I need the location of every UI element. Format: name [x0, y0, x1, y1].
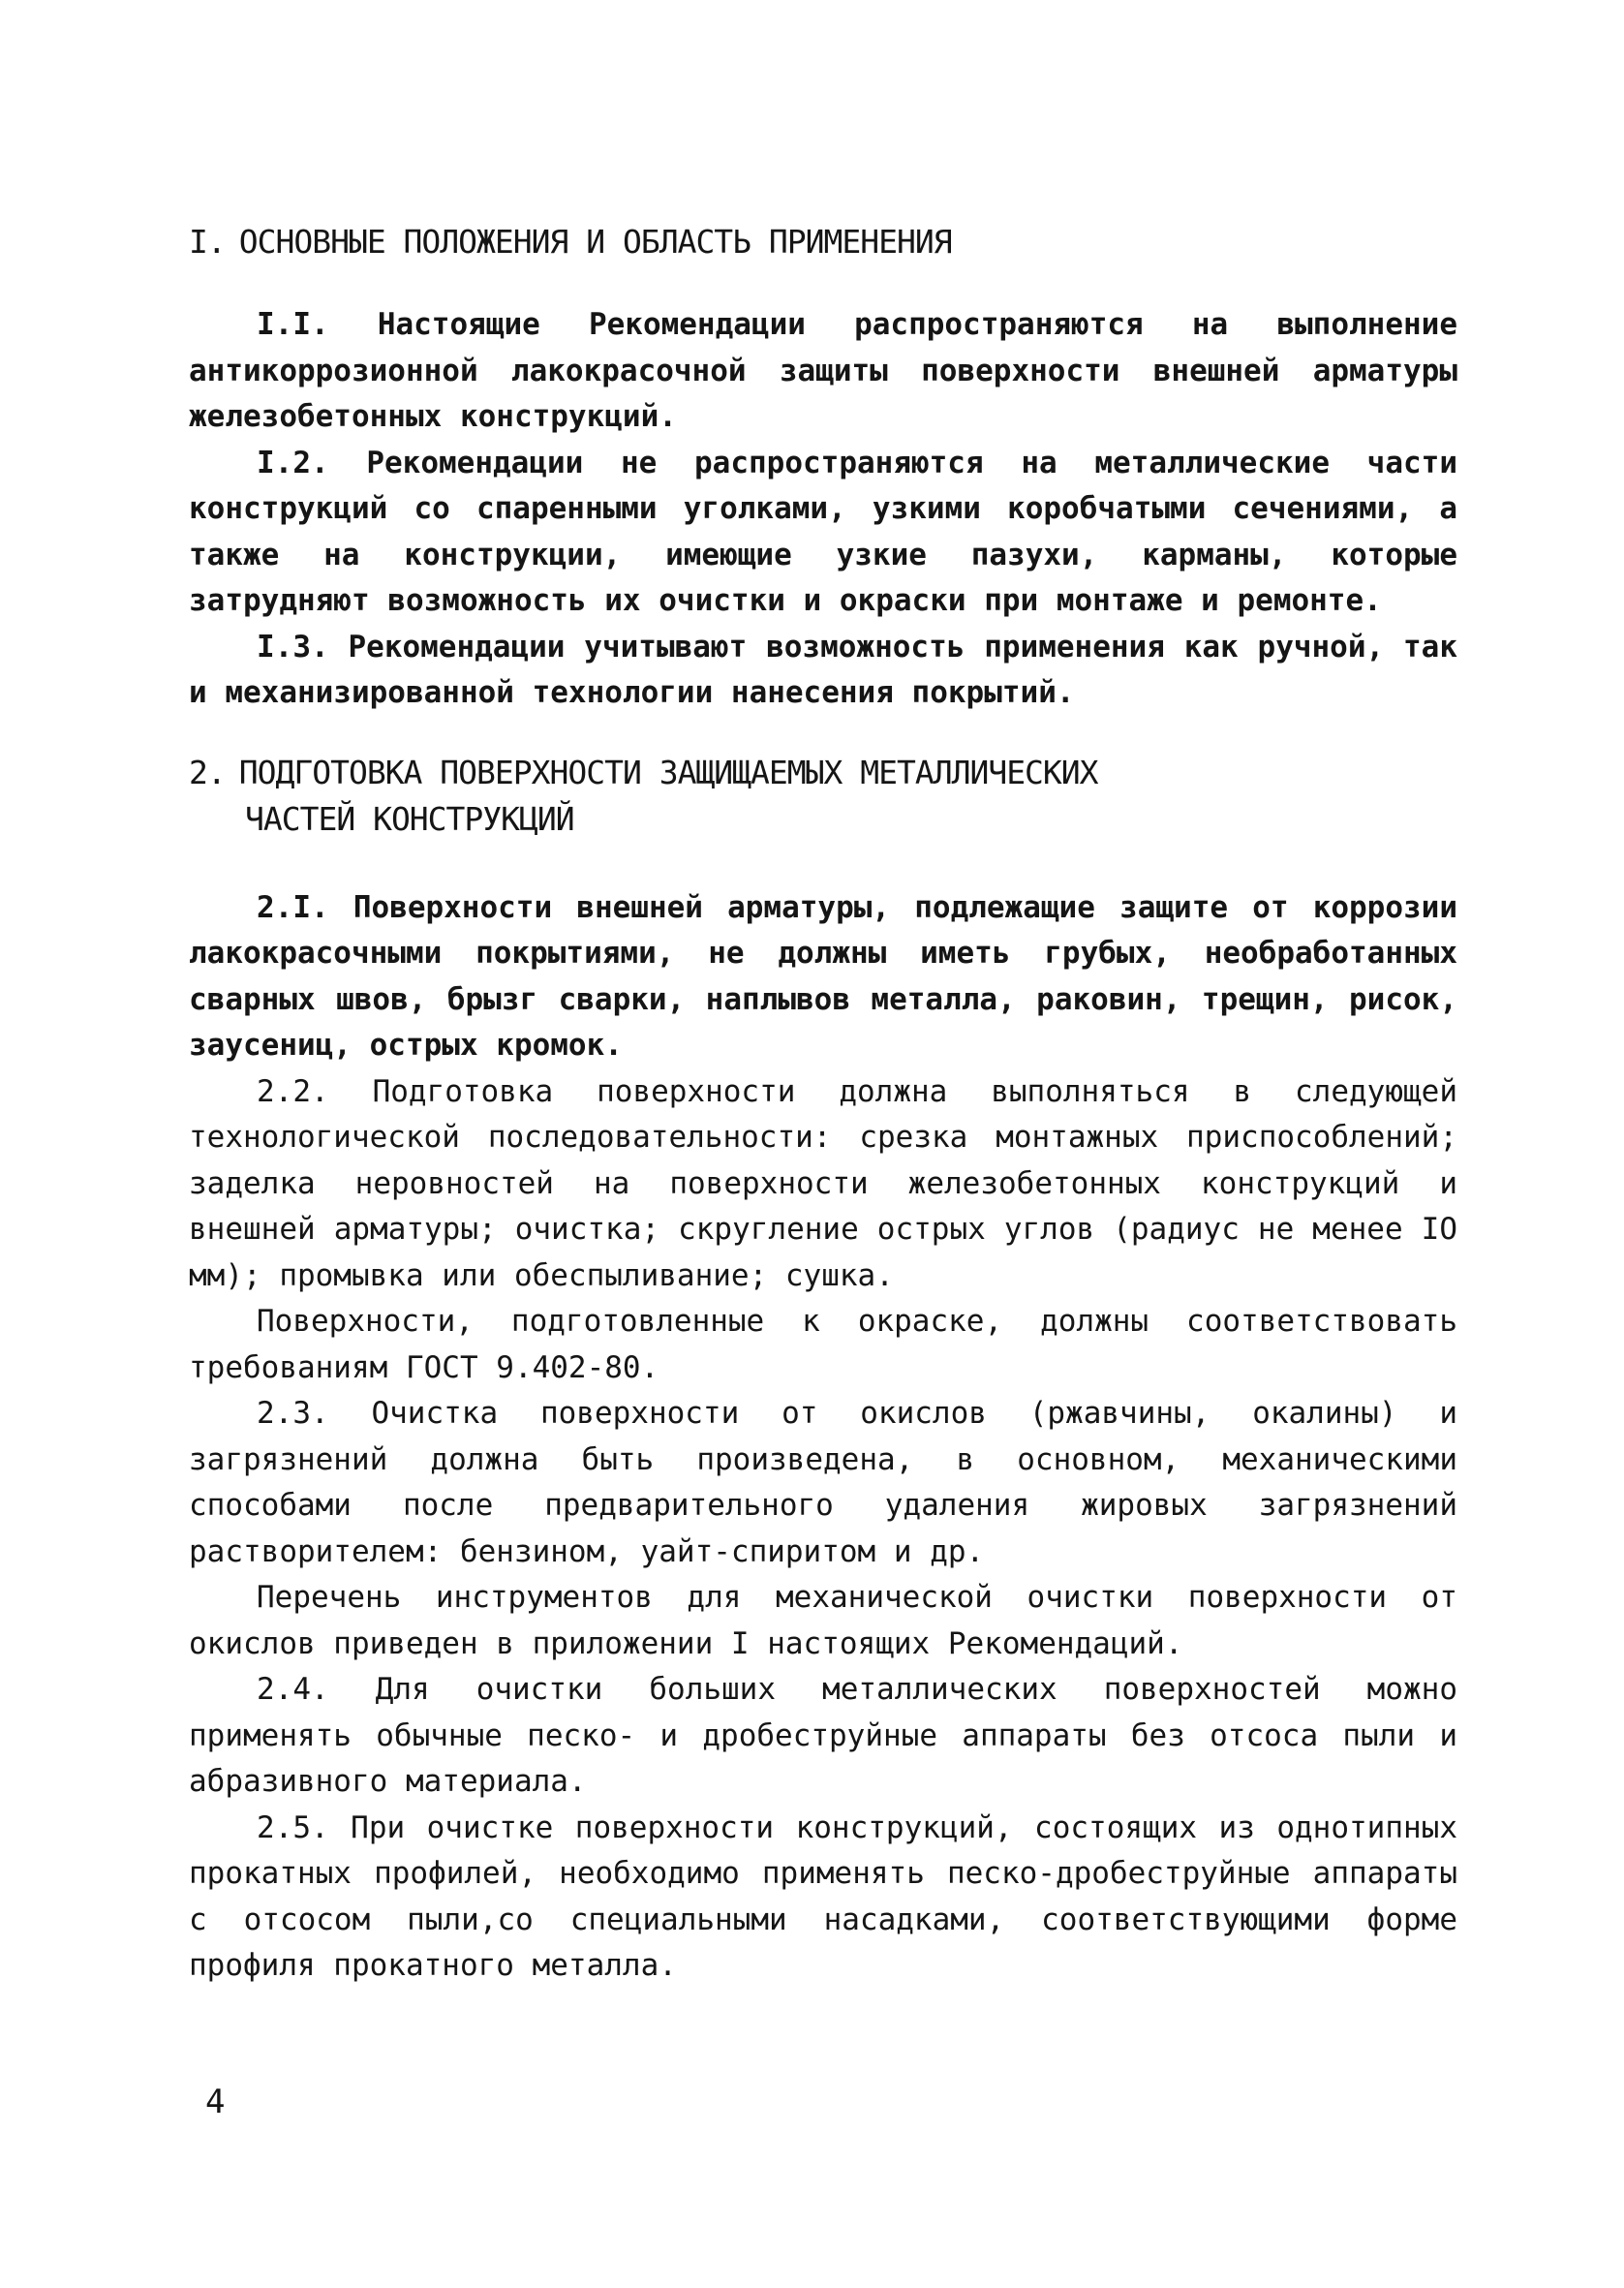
paragraph-2-1: 2.I. Поверхности внешней арматуры, подлежащие защите от коррозии лакокрасочными покрытиями, не должны иметь грубых, необработанных сварных швов, брызг сварки, наплывов металла, раковин, трещин, рисок, заусениц, острых кромок. [189, 889, 1457, 1063]
section-1-number: I. [189, 223, 226, 261]
page-content [189, 219, 1457, 1990]
paragraph-1-3: I.3. Рекомендации учитывают возможность применения как ручной, так и механизированной технологии нанесения покрытий. [189, 629, 1457, 710]
paragraph-2-3: 2.3. Очистка поверхности от окислов (ржавчины, окалины) и загрязнений должна быть произведена, в основном, механическими способами после предварительного удаления жировых загрязнений растворителем: бензином, уайт-спиритом и др. [189, 1396, 1457, 1569]
section-2-title-line-2: ЧАСТЕЙ КОНСТРУКЦИЙ [245, 799, 574, 838]
paragraph-1-2: I.2. Рекомендации не распространяются на металлические части конструкций со спаренными уголками, узкими коробчатыми сечениями, а также на конструкции, имеющие узкие пазухи, карманы, которые затрудняют возможность их очистки и окраски при монтаже и ремонте. [189, 445, 1457, 618]
paragraph-2-5: 2.5. При очистке поверхности конструкций, состоящих из однотипных прокатных профилей, необходимо применять песко-дробеструйные аппараты с отсосом пыли,со специальными насадками, соответствующими форме профиля прокатного металла. [189, 1809, 1457, 1983]
section-1-title: ОСНОВНЫЕ ПОЛОЖЕНИЯ И ОБЛАСТЬ ПРИМЕНЕНИЯ [238, 223, 952, 261]
paragraph-2-2: 2.2. Подготовка поверхности должна выполняться в следующей технологической последовательности: срезка монтажных приспособлений; заделка неровностей на поверхности железобетонных конструкций и внешней арматуры; очистка; скругление острых углов (радиус не менее IO мм); промывка или обеспыливание; сушка. [189, 1073, 1457, 1293]
section-2-heading [189, 750, 1457, 843]
paragraph-2-4: 2.4. Для очистки больших металлических поверхностей можно применять обычные песко- и дробеструйные аппараты без отсоса пыли и абразивного материала. [189, 1672, 1457, 1799]
page-number: 4 [205, 2083, 226, 2121]
paragraph-1-1: I.I. Настоящие Рекомендации распространяются на выполнение антикоррозионной лакокрасочной защиты поверхности внешней арматуры железобетонных конструкций. [189, 307, 1457, 434]
paragraph-2-2-note: Поверхности, подготовленные к окраске, должны соответствовать требованиям ГОСТ 9.402-80. [189, 1304, 1457, 1385]
section-1-heading [189, 219, 1457, 265]
section-2-title-line-1: ПОДГОТОВКА ПОВЕРХНОСТИ ЗАЩИЩАЕМЫХ МЕТАЛЛИЧЕСКИХ [238, 753, 1098, 791]
paragraph-2-3-note: Перечень инструментов для механической очистки поверхности от окислов приведен в приложении I настоящих Рекомендаций. [189, 1580, 1457, 1661]
section-2-number: 2. [189, 753, 226, 791]
